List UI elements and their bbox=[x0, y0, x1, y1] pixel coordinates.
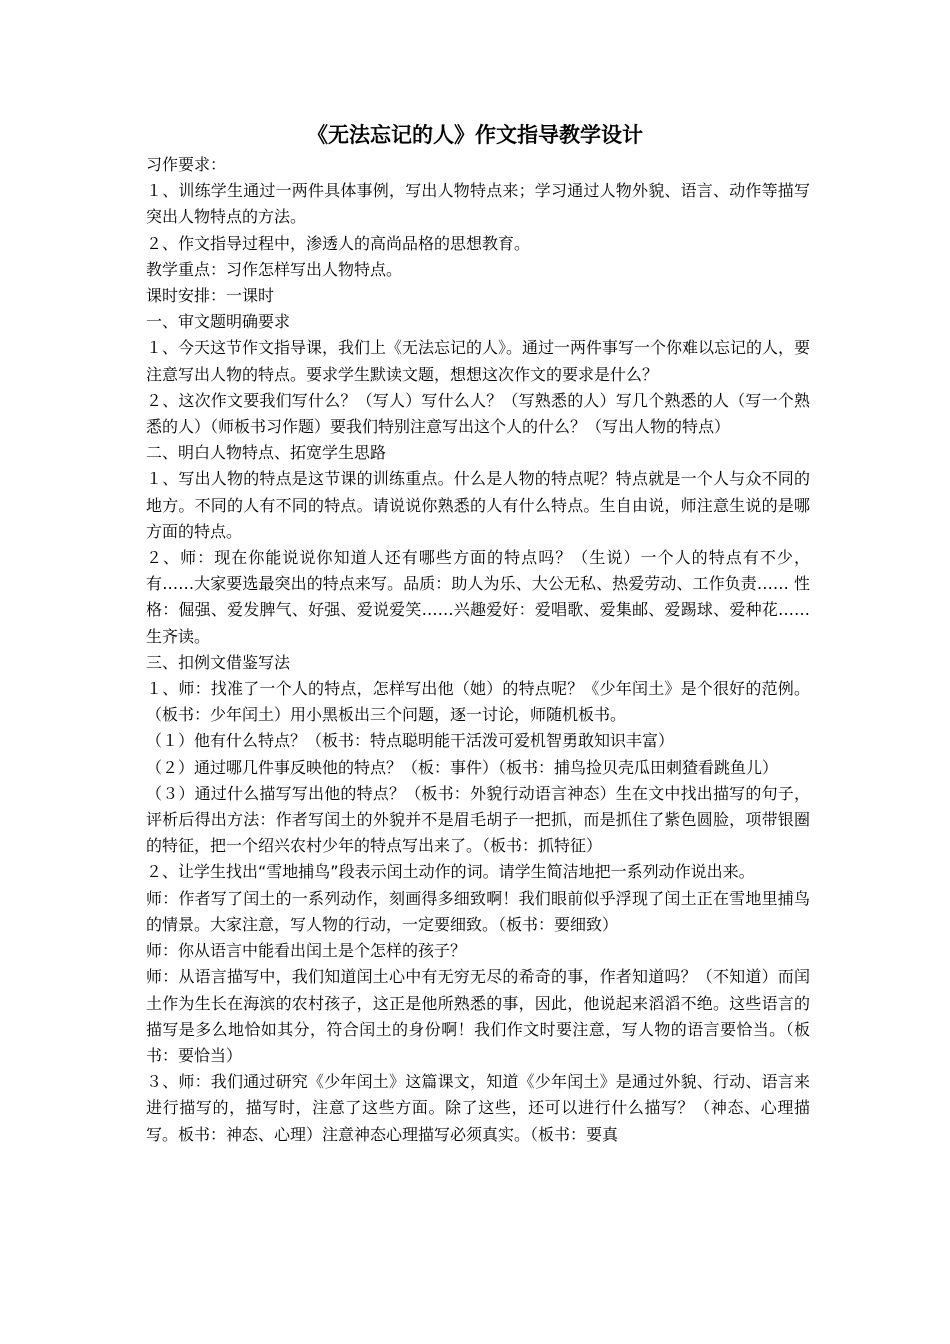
paragraph: ２、这次作文要我们写什么？（写人）写什么人？（写熟悉的人）写几个熟悉的人（写一个熟悉的人）（师板书习作题）要我们特别注意写出这个人的什么？（写出人物的特点） bbox=[146, 390, 810, 437]
paragraph: （３）通过什么描写写出他的特点？（板书：外貌行动语言神态）生在文中找出描写的句子，评析后得出方法：作者写闰土的外貌并不是眉毛胡子一把抓，而是抓住了紫色圆脸，项带银圈的特征，把一个绍兴农村少年的特点写出来了。（板书：抓特征） bbox=[146, 783, 810, 856]
paragraph: ２、作文指导过程中，渗透人的高尚品格的思想教育。 bbox=[146, 233, 531, 253]
paragraph: ２、师：现在你能说说你知道人还有哪些方面的特点吗？（生说）一个人的特点有不少，有……大家要选最突出的特点来写。品质：助人为乐、大公无私、热爱劳动、工作负责…… 性格：倔强、爱发脾气、好强、爱说爱笑……兴趣爱好：爱唱歌、爱集邮、爱踢球、爱种花……生齐读。 bbox=[146, 548, 810, 646]
section-heading: 二、明白人物特点、拓宽学生思路 bbox=[146, 443, 387, 463]
paragraph: 师：从语言描写中，我们知道闰土心中有无穷无尽的希奇的事，作者知道吗？（不知道）而闰土作为生长在海滨的农村孩子，这正是他所熟悉的事，因此，他说起来滔滔不绝。这些语言的描写是多么地恰如其分，符合闰土的身份啊！我们作文时要注意，写人物的语言要恰当。（板书：要恰当） bbox=[146, 967, 810, 1065]
section-heading: 一、审文题明确要求 bbox=[146, 312, 291, 332]
paragraph: ２、让学生找出“雪地捕鸟”段表示闰土动作的词。请学生简洁地把一系列动作说出来。 bbox=[146, 862, 755, 882]
paragraph: １、师：找准了一个人的特点，怎样写出他（她）的特点呢？《少年闰土》是个很好的范例。（板书：少年闰土）用小黑板出三个问题，逐一讨论，师随机板书。 bbox=[146, 679, 810, 725]
paragraph: ３、师：我们通过研究《少年闰土》这篇课文，知道《少年闰土》是通过外貌、行动、语言来进行描写的，描写时，注意了这些方面。除了这些，还可以进行什么描写？（神态、心理描写。板书：神态、心理）注意神态心理描写必须真实。（板书：要真 bbox=[146, 1072, 810, 1144]
paragraph: １、今天这节作文指导课，我们上《无法忘记的人》。通过一两件事写一个你难以忘记的人，要注意写出人物的特点。要求学生默读文题，想想这次作文的要求是什么？ bbox=[146, 338, 811, 384]
paragraph: １、写出人物的特点是这节课的训练重点。什么是人物的特点呢？特点就是一个人与众不同的地方。不同的人有不同的特点。请说说你熟悉的人有什么特点。生自由说，师注意生说的是哪方面的特点。 bbox=[146, 469, 810, 541]
section-heading: 习作要求： bbox=[146, 155, 227, 174]
section-heading: 三、扣例文借鉴写法 bbox=[146, 652, 291, 672]
paragraph: 师：作者写了闰土的一系列动作，刻画得多细致啊！我们眼前似乎浮现了闰土正在雪地里捕鸟的情景。大家注意，写人物的行动，一定要细致。（板书：要细致） bbox=[146, 888, 810, 934]
document-title: 《无法忘记的人》作文指导教学设计 bbox=[307, 123, 643, 147]
document-body bbox=[146, 152, 810, 1148]
paragraph: （１）他有什么特点？（板书：特点聪明能干活泼可爱机智勇敢知识丰富） bbox=[146, 731, 675, 751]
paragraph: 课时安排：一课时 bbox=[146, 286, 275, 306]
paragraph: （２）通过哪几件事反映他的特点？（板：事件）（板书：捕鸟捡贝壳瓜田刺猹看跳鱼儿） bbox=[146, 757, 779, 777]
paragraph: 师：你从语言中能看出闰土是个怎样的孩子？ bbox=[146, 941, 467, 961]
paragraph: １、训练学生通过一两件具体事例，写出人物特点来；学习通过人物外貌、语言、动作等描写突出人物特点的方法。 bbox=[146, 181, 810, 227]
paragraph: 教学重点：习作怎样写出人物特点。 bbox=[146, 259, 403, 279]
